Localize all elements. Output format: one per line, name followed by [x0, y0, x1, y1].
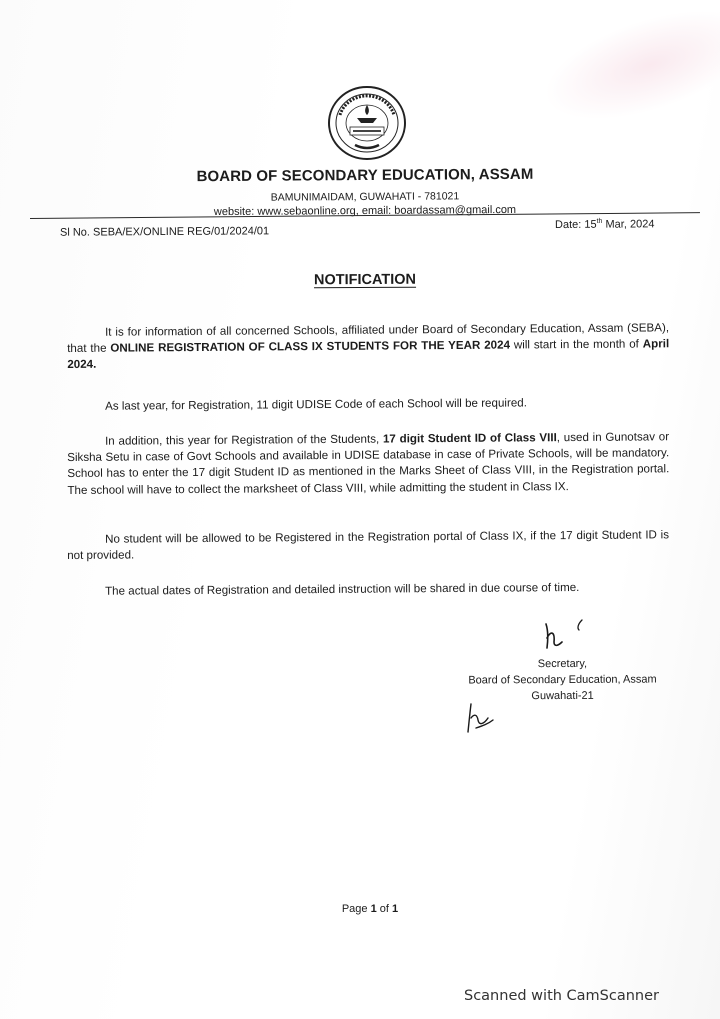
paragraph-student-id — [67, 429, 669, 499]
signatory-designation: Secretary, — [537, 657, 588, 671]
page-prefix: Page — [341, 903, 371, 915]
handwritten-signature — [538, 616, 598, 656]
date-suffix: Mar, 2024 — [602, 218, 655, 231]
p1-text-1: It is for information of all concerned Schools, affiliated under Board of Secondary Education, Assam (SEBA), that the — [67, 321, 670, 356]
date-prefix: Date: 15 — [554, 218, 597, 232]
signatory-location: Guwahati-21 — [531, 689, 594, 703]
p1-text-2: will start in the month of — [509, 337, 643, 352]
org-contact: website: www.sebaonline.org, email: boardassam@gmail.com — [213, 203, 517, 219]
reference-number: Sl No. SEBA/EX/ONLINE REG/01/2024/01 — [59, 225, 270, 239]
signatory-organization: Board of Secondary Education, Assam — [468, 673, 657, 687]
paragraph-registration — [67, 320, 669, 373]
p3-text-1: In addition, this year for Registration of the Students, — [105, 432, 384, 448]
notice-title: NOTIFICATION — [313, 271, 417, 289]
p3-bold-1: 17 digit Student ID of Class VIII — [382, 431, 557, 446]
seba-seal-logo — [327, 85, 407, 161]
scan-glare — [531, 0, 720, 142]
p1-bold-2: April 2024. — [67, 337, 670, 372]
page-mid: of — [376, 903, 393, 915]
paragraph-mandatory — [67, 527, 669, 564]
paragraph-dates — [67, 579, 669, 600]
handwritten-initials — [462, 698, 496, 736]
p5-text: The actual dates of Registration and detailed instruction will be shared in due course of time. — [105, 580, 580, 598]
p2-text: As last year, for Registration, 11 digit UDISE Code of each School will be required. — [105, 396, 527, 413]
page-current: 1 — [370, 903, 377, 915]
page-number — [300, 903, 440, 915]
p3-text-2: , used in Gunotsav or Siksha Setu in case of Govt Schools and available in UDISE database in case of Private Schools, will be mandatory. School has to enter the 17 digit Student ID as mentioned in the Marks Sheet of Class VIII, in the Registration portal. The school will have to collect the marksheet of Class VIII, while admitting the student in Class IX. — [67, 430, 670, 497]
scanner-watermark: Scanned with CamScanner — [464, 988, 660, 1004]
notice-date — [555, 218, 655, 231]
org-address: BAMUNIMAIDAM, GUWAHATI - 781021 — [270, 190, 460, 204]
date-ordinal: th — [596, 218, 603, 226]
page-total: 1 — [392, 903, 399, 915]
paragraph-udise — [67, 394, 669, 415]
org-name: BOARD OF SECONDARY EDUCATION, ASSAM — [196, 165, 534, 186]
p4-text: No student will be allowed to be Registered in the Registration portal of Class IX, if the 17 digit Student ID is not provided. — [67, 528, 670, 563]
p1-bold-1: ONLINE REGISTRATION OF CLASS IX STUDENTS FOR THE YEAR 2024 — [110, 338, 511, 355]
